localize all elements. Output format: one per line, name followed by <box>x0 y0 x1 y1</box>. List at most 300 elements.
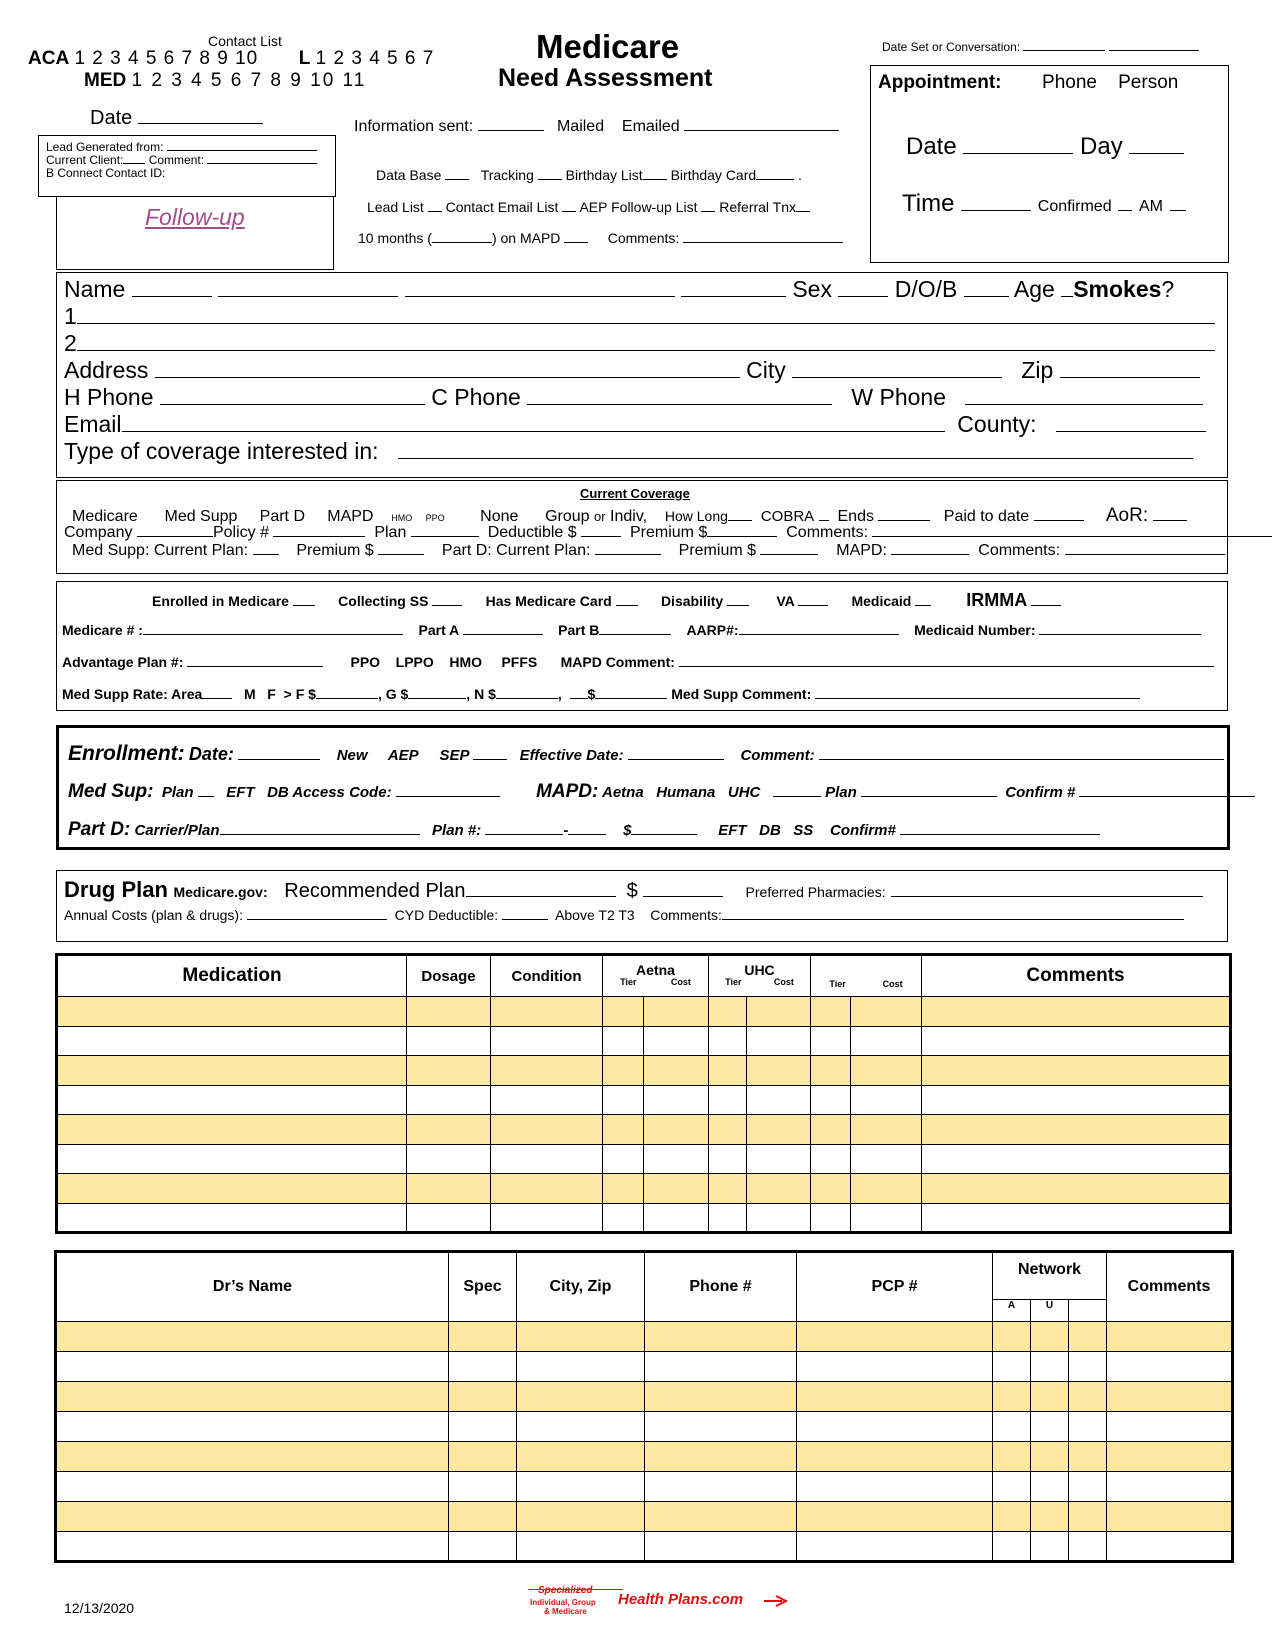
medication-cell[interactable] <box>491 1203 603 1233</box>
doctor-cell[interactable] <box>56 1322 449 1352</box>
doctor-table <box>54 1250 1234 1563</box>
medication-cell[interactable] <box>644 1203 709 1233</box>
med-supp-rate-row[interactable]: Med Supp Rate: Area M F > F $ , G $ , N $ , $ Med Supp Comment: <box>62 686 1140 702</box>
medication-cell[interactable] <box>922 1056 1231 1086</box>
medication-cell[interactable] <box>922 1085 1231 1115</box>
emailed-option[interactable]: Emailed <box>621 118 680 135</box>
name-row[interactable]: Name Sex D/O/B Age Smokes? <box>64 276 1175 302</box>
line-1-row[interactable]: 1 <box>64 303 1224 330</box>
medication-cell[interactable] <box>709 1056 747 1086</box>
doctor-cell[interactable] <box>1107 1502 1233 1532</box>
doctor-cell[interactable] <box>993 1532 1031 1562</box>
ends-label: Ends <box>837 508 874 525</box>
medication-row <box>57 1085 1231 1115</box>
doctor-cell[interactable] <box>645 1382 797 1412</box>
date-label: Date <box>90 107 133 129</box>
source-row-3 <box>358 230 843 246</box>
medication-cell[interactable] <box>851 1085 922 1115</box>
doctor-cell[interactable] <box>1031 1502 1069 1532</box>
medication-cell[interactable] <box>407 1056 491 1086</box>
doctor-cell[interactable] <box>797 1322 993 1352</box>
doctor-cell[interactable] <box>1107 1322 1233 1352</box>
medication-cell[interactable] <box>922 1026 1231 1056</box>
logo-line-3: & Medicare <box>544 1607 587 1616</box>
preferred-pharmacies-label: Preferred Pharmacies: <box>745 884 886 900</box>
part-d-eft-option[interactable]: EFT <box>718 822 747 839</box>
med-supp-premium-label: Premium $ <box>296 542 374 559</box>
lead-list-option[interactable]: Lead List <box>367 199 424 215</box>
medication-table <box>55 953 1232 1234</box>
medication-cell[interactable] <box>644 1056 709 1086</box>
cov-ppo-option[interactable]: PPO <box>425 513 445 523</box>
doctor-cell[interactable] <box>56 1472 449 1502</box>
doctor-cell[interactable] <box>1069 1532 1107 1562</box>
part-d-db-option[interactable]: DB <box>759 822 781 839</box>
network-header: Network <box>993 1252 1107 1300</box>
medication-cell[interactable] <box>644 1115 709 1145</box>
medication-cell[interactable] <box>811 1026 851 1056</box>
company-logo <box>528 1585 788 1625</box>
carrier-plan-label: Carrier/Plan <box>134 822 220 839</box>
cov-hmo-option[interactable]: HMO <box>391 513 413 523</box>
part-d-plan-no-label: Plan #: <box>432 822 482 839</box>
doctor-cell[interactable] <box>56 1352 449 1382</box>
doctor-cell[interactable] <box>797 1352 993 1382</box>
doctor-row <box>56 1412 1233 1442</box>
doctor-cell[interactable] <box>56 1382 449 1412</box>
aca-label: ACA <box>28 48 70 69</box>
medication-cell[interactable] <box>407 1174 491 1204</box>
doctor-cell[interactable] <box>993 1382 1031 1412</box>
enroll-aep-option[interactable]: AEP <box>387 747 419 764</box>
part-a-label: Part A <box>418 622 459 638</box>
doctor-cell[interactable] <box>517 1352 645 1382</box>
medication-cell[interactable] <box>603 1174 644 1204</box>
cov-part-d-option[interactable]: Part D <box>259 508 305 525</box>
doctor-cell[interactable] <box>517 1322 645 1352</box>
medication-cell[interactable] <box>57 1115 407 1145</box>
medication-row <box>57 1115 1231 1145</box>
medicare-gov-label: Medicare.gov: <box>173 884 268 900</box>
doctor-cell[interactable] <box>449 1382 517 1412</box>
doctor-cell[interactable] <box>1107 1532 1233 1562</box>
appointment-date-label: Date <box>906 133 957 160</box>
doctor-cell[interactable] <box>517 1502 645 1532</box>
coverage-company-row[interactable] <box>64 524 1272 542</box>
current-client-field[interactable]: Current Client: Comment: <box>46 154 317 167</box>
doctor-cell[interactable] <box>1031 1442 1069 1472</box>
rate-gtf-label: > F $ <box>283 686 316 702</box>
doctor-cell[interactable] <box>517 1472 645 1502</box>
source-row-2 <box>367 199 810 215</box>
medication-cell[interactable] <box>407 1203 491 1233</box>
medication-cell[interactable] <box>709 1085 747 1115</box>
medicaid-label[interactable]: Medicaid <box>851 593 912 609</box>
advantage-plan-label: Advantage Plan #: <box>62 654 184 670</box>
phone-header: Phone # <box>645 1252 797 1322</box>
date-set-field[interactable] <box>882 40 1199 54</box>
doctor-cell[interactable] <box>993 1442 1031 1472</box>
doctor-cell[interactable] <box>1069 1352 1107 1382</box>
doctor-cell[interactable] <box>56 1502 449 1532</box>
med-sup-eft-option[interactable]: EFT <box>226 784 255 801</box>
medication-cell[interactable] <box>811 1203 851 1233</box>
date-set-label: Date Set or Conversation: <box>882 40 1021 54</box>
appointment-label: Appointment: <box>878 72 1002 93</box>
medication-cell[interactable] <box>407 1144 491 1174</box>
cov-medicare-option[interactable]: Medicare <box>72 508 138 525</box>
information-sent-field[interactable] <box>354 118 839 136</box>
doctor-cell[interactable] <box>645 1532 797 1562</box>
medication-cell[interactable] <box>491 1115 603 1145</box>
above-t2-t3-label: Above T2 T3 <box>555 907 635 923</box>
medication-cell[interactable] <box>709 1144 747 1174</box>
medication-cell[interactable] <box>747 1115 811 1145</box>
address-row[interactable] <box>64 357 1224 384</box>
birthday-list-option[interactable]: Birthday List <box>565 167 643 183</box>
medication-cell[interactable] <box>747 1085 811 1115</box>
medication-cell[interactable] <box>603 1144 644 1174</box>
doctor-cell[interactable] <box>1069 1412 1107 1442</box>
medication-cell[interactable] <box>922 1115 1231 1145</box>
logo-arrow-icon <box>764 1595 788 1607</box>
l-numbers[interactable]: 1 2 3 4 5 6 7 <box>315 48 435 69</box>
doctor-cell[interactable] <box>993 1502 1031 1532</box>
logo-specialized: Specialized <box>538 1585 593 1596</box>
doctor-cell[interactable] <box>993 1412 1031 1442</box>
doctor-cell[interactable] <box>1069 1472 1107 1502</box>
medication-cell[interactable] <box>603 997 644 1027</box>
doctor-cell[interactable] <box>449 1352 517 1382</box>
med-numbers[interactable]: 1 2 3 4 5 6 7 8 9 10 11 <box>131 70 367 91</box>
doctor-cell[interactable] <box>449 1502 517 1532</box>
medication-cell[interactable] <box>851 1203 922 1233</box>
medication-cell[interactable] <box>407 1115 491 1145</box>
enrollment-comment-label: Comment: <box>740 747 815 764</box>
mapd-aetna-option[interactable]: Aetna <box>601 784 644 801</box>
enrollment-row[interactable] <box>68 742 1224 766</box>
aca-numbers[interactable]: 1 2 3 4 5 6 7 8 9 10 <box>74 48 259 69</box>
b-connect-field[interactable]: B Connect Contact ID: <box>46 166 166 180</box>
medication-cell[interactable] <box>811 1115 851 1145</box>
doctor-cell[interactable] <box>645 1472 797 1502</box>
medication-cell[interactable] <box>407 1026 491 1056</box>
part-d-ss-option[interactable]: SS <box>793 822 814 839</box>
effective-date-label: Effective Date: <box>519 747 624 764</box>
doctor-cell[interactable] <box>1069 1442 1107 1472</box>
rate-g-label: , G $ <box>377 686 409 702</box>
mapd-confirm-label: Confirm # <box>1005 784 1076 801</box>
medication-cell[interactable] <box>644 997 709 1027</box>
adv-lppo-option[interactable]: LPPO <box>395 654 434 670</box>
doctor-cell[interactable] <box>1031 1352 1069 1382</box>
medication-cell[interactable] <box>922 1203 1231 1233</box>
current-coverage-title: Current Coverage <box>580 486 690 501</box>
part-d-enroll-row[interactable]: Part D: Carrier/Plan Plan #: - $ EFT DB SS Confirm# <box>68 819 1100 841</box>
cov-indiv-option[interactable]: Indiv, <box>610 508 648 525</box>
doctor-cell[interactable] <box>1031 1472 1069 1502</box>
medication-cell[interactable] <box>603 1085 644 1115</box>
doctor-cell[interactable] <box>449 1412 517 1442</box>
doctor-cell[interactable] <box>645 1502 797 1532</box>
drug-plan-row[interactable]: Drug Plan Medicare.gov: Recommended Plan $ Preferred Pharmacies: <box>64 877 1203 903</box>
doctor-cell[interactable] <box>517 1532 645 1562</box>
dr-name-header: Dr’s Name <box>56 1252 449 1322</box>
lead-info-text <box>46 141 317 180</box>
recommended-plan-label: Recommended Plan <box>284 880 466 902</box>
med-supp-comment-label: Med Supp Comment: <box>671 686 812 702</box>
appointment-person-option[interactable]: Person <box>1118 72 1179 93</box>
address-label: Address <box>64 357 149 383</box>
medication-cell[interactable] <box>491 997 603 1027</box>
logo-brand: Health Plans.com <box>618 1591 744 1608</box>
doctor-cell[interactable] <box>1107 1472 1233 1502</box>
birthday-card-option[interactable]: Birthday Card <box>670 167 757 183</box>
medication-cell[interactable] <box>747 1174 811 1204</box>
doctor-cell[interactable] <box>1031 1322 1069 1352</box>
medication-cell[interactable] <box>603 1115 644 1145</box>
medication-cell[interactable] <box>644 1144 709 1174</box>
doctor-cell[interactable] <box>993 1352 1031 1382</box>
doctor-cell[interactable] <box>797 1412 993 1442</box>
medication-cell[interactable] <box>851 1174 922 1204</box>
medication-cell[interactable] <box>57 1203 407 1233</box>
enrollment-label: Enrollment: <box>68 742 185 765</box>
doctor-cell[interactable] <box>797 1472 993 1502</box>
advantage-plan-row[interactable] <box>62 654 1214 670</box>
doctor-cell[interactable] <box>993 1322 1031 1352</box>
medication-cell[interactable] <box>407 1085 491 1115</box>
email-row[interactable] <box>64 411 1224 438</box>
part-d-current-label: Part D: Current Plan: <box>441 542 591 559</box>
medication-cell[interactable] <box>644 1085 709 1115</box>
mailed-option[interactable]: Mailed <box>556 118 605 135</box>
enroll-new-option[interactable]: New <box>336 747 368 764</box>
annual-costs-label: Annual Costs (plan & drugs): <box>64 907 243 923</box>
doctor-cell[interactable] <box>645 1412 797 1442</box>
medication-cell[interactable] <box>851 1144 922 1174</box>
uhc-header: UHC Tier Cost <box>709 955 811 997</box>
appointment-day-label: Day <box>1080 133 1123 160</box>
contact-email-list-option[interactable]: Contact Email List <box>445 199 559 215</box>
medication-cell[interactable] <box>57 997 407 1027</box>
doctor-cell[interactable] <box>797 1532 993 1562</box>
medication-cell[interactable] <box>851 1056 922 1086</box>
medication-row <box>57 1144 1231 1174</box>
doctor-cell[interactable] <box>1107 1442 1233 1472</box>
info-sent-label: Information sent: <box>354 118 474 135</box>
cov-mapd-option[interactable]: MAPD <box>327 508 374 525</box>
adv-hmo-option[interactable]: HMO <box>449 654 482 670</box>
enrolled-label[interactable]: Enrolled in Medicare <box>152 593 289 609</box>
medication-cell[interactable] <box>811 1056 851 1086</box>
doctor-cell[interactable] <box>993 1472 1031 1502</box>
doctor-cell[interactable] <box>449 1472 517 1502</box>
pcp-header: PCP # <box>797 1252 993 1322</box>
tracking-option[interactable]: Tracking <box>480 167 534 183</box>
doctor-cell[interactable] <box>1031 1532 1069 1562</box>
doctor-cell[interactable] <box>645 1322 797 1352</box>
form-title: Medicare <box>536 28 680 65</box>
medication-cell[interactable] <box>57 1174 407 1204</box>
medication-cell[interactable] <box>811 1144 851 1174</box>
doctor-cell[interactable] <box>449 1322 517 1352</box>
medication-cell[interactable] <box>747 1026 811 1056</box>
coverage-interest-row[interactable] <box>64 438 1224 465</box>
confirmed-label: Confirmed <box>1037 198 1112 215</box>
doctor-cell[interactable] <box>449 1442 517 1472</box>
doctor-cell[interactable] <box>645 1352 797 1382</box>
medication-cell[interactable] <box>811 1174 851 1204</box>
on-mapd-label: ) on MAPD <box>491 230 561 246</box>
rate-f-option[interactable]: F <box>267 686 276 702</box>
doctor-cell[interactable] <box>1107 1382 1233 1412</box>
medication-cell[interactable] <box>747 997 811 1027</box>
medication-cell[interactable] <box>747 1056 811 1086</box>
drug-plan-label: Drug Plan <box>64 877 168 902</box>
lead-generated-field[interactable]: Lead Generated from: <box>46 141 317 154</box>
irmma-label[interactable]: IRMMA <box>966 590 1028 610</box>
policy-label: Policy # <box>212 524 269 541</box>
medication-cell[interactable] <box>922 997 1231 1027</box>
medication-cell[interactable] <box>851 1026 922 1056</box>
medication-cell[interactable] <box>811 997 851 1027</box>
medication-cell[interactable] <box>603 1026 644 1056</box>
medication-cell[interactable] <box>57 1056 407 1086</box>
medication-cell[interactable] <box>709 1026 747 1056</box>
mapd-uhc-option[interactable]: UHC <box>727 784 761 801</box>
aarp-label: AARP#: <box>686 622 739 638</box>
medication-cell[interactable] <box>644 1026 709 1056</box>
doctor-cell[interactable] <box>1069 1502 1107 1532</box>
medication-cell[interactable] <box>922 1174 1231 1204</box>
doctor-row <box>56 1502 1233 1532</box>
cov-none-option[interactable]: None <box>480 508 519 525</box>
cov-group-option[interactable]: Group <box>545 508 590 525</box>
doctor-cell[interactable] <box>645 1442 797 1472</box>
doctor-cell[interactable] <box>1031 1412 1069 1442</box>
drug-costs-row[interactable] <box>64 907 1184 923</box>
disability-label[interactable]: Disability <box>660 593 724 609</box>
aca-row <box>28 48 434 70</box>
mapd-humana-option[interactable]: Humana <box>656 784 716 801</box>
doctor-cell[interactable] <box>797 1442 993 1472</box>
follow-up-link[interactable]: Follow-up <box>145 204 245 230</box>
cov-med-supp-option[interactable]: Med Supp <box>164 508 238 525</box>
medication-cell[interactable] <box>709 1174 747 1204</box>
doctor-row <box>56 1472 1233 1502</box>
med-sup-enroll-label: Med Sup: <box>68 781 154 802</box>
medication-cell[interactable] <box>709 1115 747 1145</box>
medication-cell[interactable] <box>407 997 491 1027</box>
medication-cell[interactable] <box>603 1203 644 1233</box>
enroll-sep-option[interactable]: SEP <box>439 747 469 764</box>
referral-tnx-option[interactable]: Referral Tnx <box>719 199 797 215</box>
medication-cell[interactable] <box>57 1085 407 1115</box>
h-phone-label: H Phone <box>64 384 154 410</box>
medication-cell[interactable] <box>747 1203 811 1233</box>
medication-cell[interactable] <box>851 997 922 1027</box>
med-supp-current-label: Med Supp: Current Plan: <box>72 542 249 559</box>
doctor-cell[interactable] <box>517 1382 645 1412</box>
doctor-cell[interactable] <box>56 1532 449 1562</box>
medication-cell[interactable] <box>747 1144 811 1174</box>
doctor-cell[interactable] <box>449 1532 517 1562</box>
doctor-cell[interactable] <box>517 1442 645 1472</box>
med-sup-enroll-row[interactable] <box>68 781 1255 803</box>
doctor-row <box>56 1382 1233 1412</box>
medication-cell[interactable] <box>811 1085 851 1115</box>
medication-cell[interactable] <box>644 1174 709 1204</box>
coverage-comments-label: Comments: <box>786 524 869 541</box>
medication-cell[interactable] <box>491 1026 603 1056</box>
rate-m-option[interactable]: M <box>243 686 256 702</box>
coverage-type-row: Medicare Med Supp Part D MAPD HMO PPO None Group or Indiv, How Long COBRA Ends Paid to date AoR: <box>72 505 1187 527</box>
medication-cell[interactable] <box>57 1026 407 1056</box>
medication-cell[interactable] <box>709 997 747 1027</box>
third-carrier-header: Tier Cost <box>811 955 922 997</box>
coverage-current-plan-row[interactable] <box>72 542 1225 560</box>
paid-to-date-label: Paid to date <box>943 508 1030 525</box>
doctor-cell[interactable] <box>56 1442 449 1472</box>
adv-ppo-option[interactable]: PPO <box>350 654 381 670</box>
medication-cell[interactable] <box>709 1203 747 1233</box>
adv-pffs-option[interactable]: PFFS <box>501 654 538 670</box>
medication-cell[interactable] <box>851 1115 922 1145</box>
doctor-cell[interactable] <box>797 1382 993 1412</box>
med-sup-plan-label: Plan <box>161 784 194 801</box>
has-card-label[interactable]: Has Medicare Card <box>485 593 612 609</box>
medication-header-row <box>57 955 1231 997</box>
doctor-cell[interactable] <box>517 1412 645 1442</box>
aep-followup-list-option[interactable]: AEP Follow-up List <box>579 199 698 215</box>
va-label[interactable]: VA <box>776 593 795 609</box>
appointment-time-row[interactable] <box>902 190 1186 218</box>
footer-date: 12/13/2020 <box>64 1600 135 1616</box>
medication-cell[interactable] <box>603 1056 644 1086</box>
appointment-phone-option[interactable]: Phone <box>1042 72 1097 93</box>
medication-cell[interactable] <box>491 1056 603 1086</box>
medication-cell[interactable] <box>491 1085 603 1115</box>
plan-label: Plan <box>374 524 407 541</box>
medication-row <box>57 1056 1231 1086</box>
medication-cell[interactable] <box>922 1144 1231 1174</box>
personal-info-fields <box>64 276 1224 465</box>
medication-cell[interactable] <box>57 1144 407 1174</box>
medication-cell[interactable] <box>491 1144 603 1174</box>
city-zip-header: City, Zip <box>517 1252 645 1322</box>
medication-cell[interactable] <box>491 1174 603 1204</box>
appointment-date-row[interactable] <box>906 133 1184 161</box>
line-2-row[interactable]: 2 <box>64 330 1224 357</box>
network-u-header: U <box>1031 1300 1069 1322</box>
collecting-ss-label[interactable]: Collecting SS <box>338 593 429 609</box>
doctor-cell[interactable] <box>1107 1352 1233 1382</box>
phone-row[interactable] <box>64 384 1224 411</box>
medicare-number-row[interactable] <box>62 622 1201 638</box>
company-label: Company <box>64 524 133 541</box>
doctor-cell[interactable] <box>1107 1412 1233 1442</box>
data-base-option[interactable]: Data Base <box>376 167 442 183</box>
doctor-cell[interactable] <box>1069 1322 1107 1352</box>
doctor-cell[interactable] <box>1031 1382 1069 1412</box>
doctor-cell[interactable] <box>797 1502 993 1532</box>
doctor-cell[interactable] <box>56 1412 449 1442</box>
city-label: City <box>746 357 786 383</box>
doctor-cell[interactable] <box>1069 1382 1107 1412</box>
date-field[interactable] <box>90 107 263 130</box>
mapd-plan-label: Plan <box>825 784 857 801</box>
